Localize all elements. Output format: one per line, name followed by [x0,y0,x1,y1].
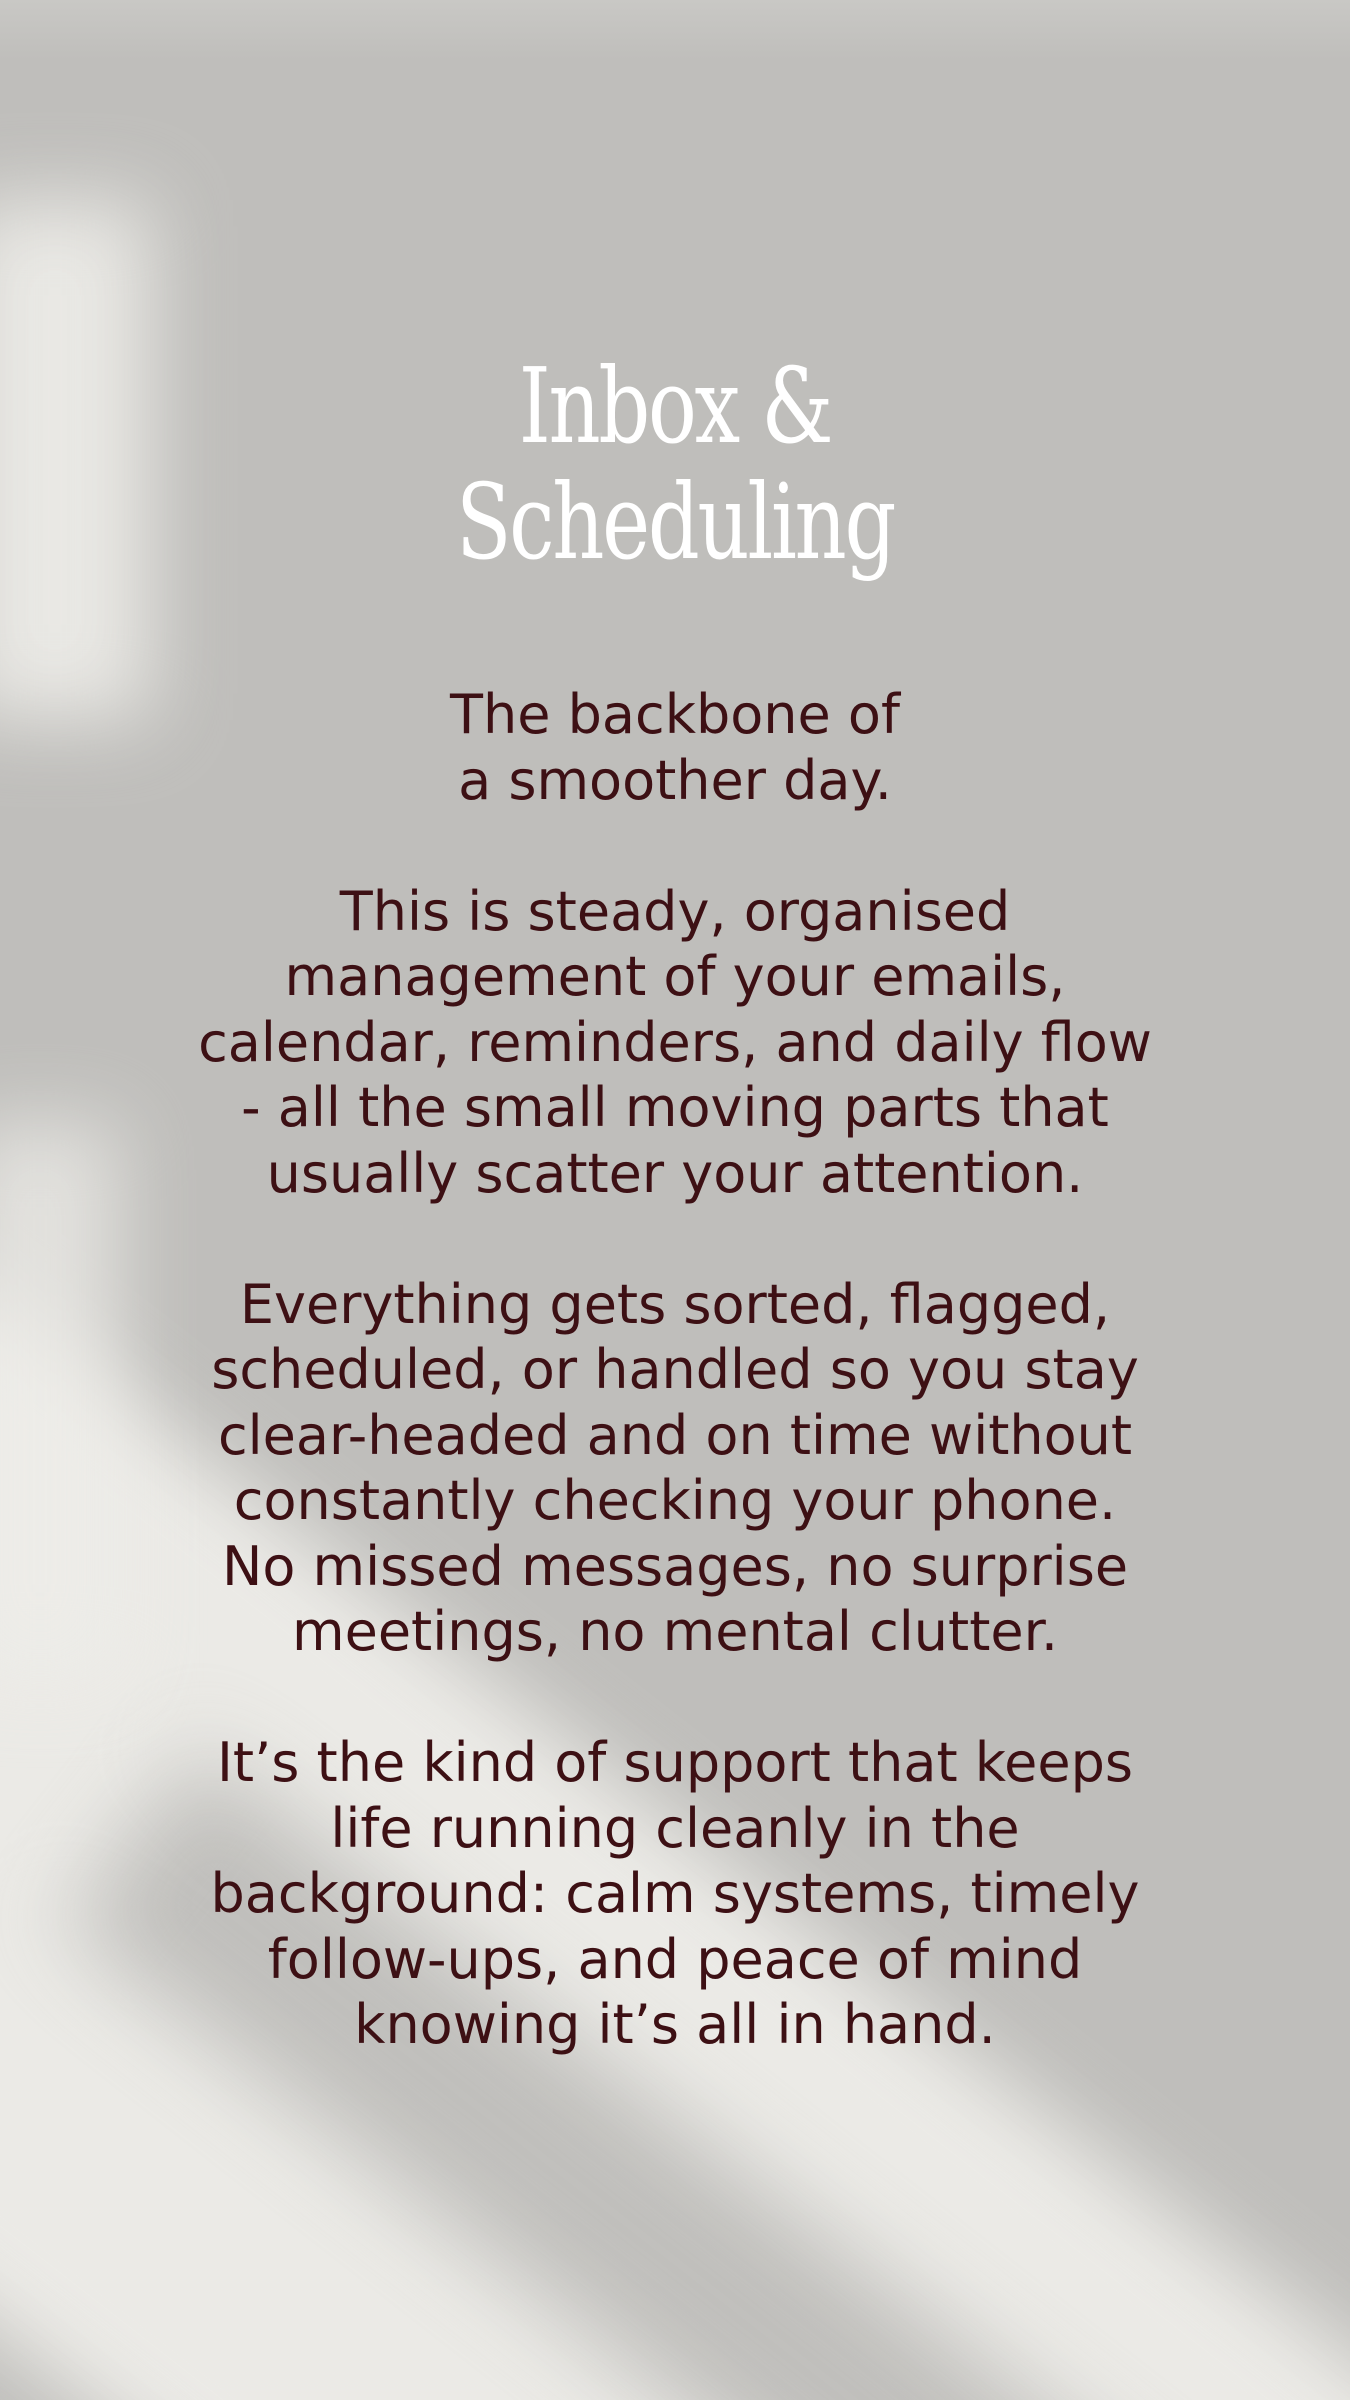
text-line: - all the small moving parts that [241,1076,1109,1139]
text-line: follow-ups, and peace of mind [267,1927,1083,1991]
paragraph-gap [150,1665,1200,1731]
text-line: usually scatter your attention. [266,1141,1084,1205]
text-line: The backbone of [450,683,900,746]
text-line: knowing it’s all in hand. [354,1993,996,2056]
text-line: life running cleanly in the [330,1796,1020,1860]
paragraph-gap [150,1206,1200,1272]
text-line: This is steady, organised [339,879,1011,943]
title-line: Scheduling [455,461,895,583]
body-text [150,682,1200,2058]
text-line: constantly checking your phone. [233,1469,1117,1532]
text-line: a smoother day. [458,748,892,812]
text-line: meetings, no mental clutter. [292,1600,1058,1663]
text-line: No missed messages, no surprise [221,1534,1129,1598]
text-line: It’s the kind of support that keeps [216,1731,1134,1794]
text-line: Everything gets sorted, flagged, [239,1272,1111,1336]
paragraph-gap [150,813,1200,879]
tagline [150,682,1200,813]
page-title [149,345,1202,583]
paragraph-benefits [150,1272,1200,1665]
text-line: clear-headed and on time without [217,1403,1133,1467]
paragraph-summary [150,1730,1200,2058]
text-line: calendar, reminders, and daily flow [198,1010,1152,1074]
text-line: management of your emails, [284,945,1066,1008]
text-line: background: calm systems, timely [210,1862,1140,1925]
text-line: scheduled, or handled so you stay [211,1338,1139,1401]
title-line: Inbox & [518,345,832,467]
paragraph-description [150,879,1200,1207]
